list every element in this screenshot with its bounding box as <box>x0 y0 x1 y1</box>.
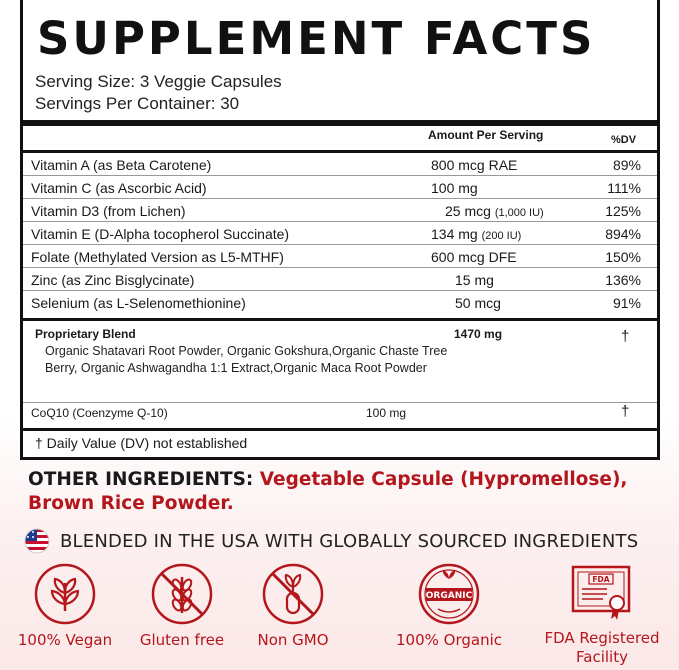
badge-label-line1: FDA Registered <box>544 629 660 647</box>
nutrient-name: Vitamin E (D-Alpha tocopherol Succinate) <box>31 226 290 242</box>
nutrient-name: Vitamin C (as Ascorbic Acid) <box>31 180 207 196</box>
coq10-amount: 100 mg <box>366 406 407 420</box>
vegan-leaf-icon <box>34 563 96 625</box>
nutrient-row <box>23 176 657 199</box>
nutrient-amount-value: 134 mg <box>431 226 478 242</box>
nutrient-amount: 50 mcg <box>455 295 501 311</box>
blend-amount: 1470 mg <box>454 327 503 341</box>
fda-seal-text: FDA <box>592 575 610 584</box>
coq10-dv: † <box>621 403 630 420</box>
other-ingredients-line2: Brown Rice Powder. <box>28 493 234 514</box>
nutrient-dv: 894% <box>605 226 641 242</box>
nutrient-dv: 136% <box>605 272 641 288</box>
header-amount: Amount Per Serving <box>428 128 544 142</box>
nutrient-name: Zinc (as Zinc Bisglycinate) <box>31 272 195 288</box>
badge-vegan <box>0 563 130 650</box>
origin-text: BLENDED IN THE USA WITH GLOBALLY SOURCED INGREDIENTS <box>60 530 639 552</box>
fda-certificate-icon <box>567 563 637 625</box>
nutrient-amount-iu: (200 IU) <box>481 230 522 242</box>
badge-label: 100% Organic <box>396 631 502 649</box>
page-title: SUPPLEMENT FACTS <box>37 12 596 65</box>
nutrient-dv: 125% <box>605 203 641 219</box>
nutrient-dv: 111% <box>607 180 641 196</box>
coq10-name: CoQ10 (Coenzyme Q-10) <box>31 406 168 420</box>
blend-dv: † <box>621 328 630 345</box>
footnote: † Daily Value (DV) not established <box>35 435 248 451</box>
badge-label: Non GMO <box>257 631 329 649</box>
divider-footnote <box>23 428 657 431</box>
nutrient-name: Selenium (as L-Selenomethionine) <box>31 295 246 311</box>
badge-label: Gluten free <box>139 631 225 649</box>
nutrient-row <box>23 268 657 291</box>
nutrient-amount-value: 25 mcg <box>445 203 491 219</box>
us-flag-icon <box>24 528 50 554</box>
divider-thick <box>23 120 657 126</box>
other-ingredients-line1: Vegetable Capsule (Hypromellose), <box>259 469 628 490</box>
nutrient-row <box>23 245 657 268</box>
header-dv: %DV <box>611 134 637 146</box>
nutrient-amount: 100 mg <box>431 180 478 196</box>
nutrient-row <box>23 291 657 314</box>
nutrient-amount <box>445 203 544 219</box>
other-ingredients-label: OTHER INGREDIENTS: <box>28 469 254 490</box>
nutrient-name: Vitamin A (as Beta Carotene) <box>31 157 212 173</box>
badge-organic <box>384 563 514 650</box>
blend-title: Proprietary Blend <box>35 327 136 341</box>
non-gmo-icon <box>262 563 324 625</box>
origin-statement <box>24 528 638 554</box>
divider-blend <box>23 318 657 321</box>
nutrient-dv: 150% <box>605 249 641 265</box>
nutrient-amount: 15 mg <box>455 272 494 288</box>
nutrient-dv: 91% <box>612 295 641 311</box>
nutrient-row <box>23 222 657 245</box>
nutrient-amount: 800 mcg RAE <box>431 157 518 173</box>
badge-label <box>537 629 667 667</box>
badge-label: 100% Vegan <box>17 631 113 649</box>
serving-size: Serving Size: 3 Veggie Capsules <box>35 72 282 91</box>
organic-seal-icon <box>416 563 482 625</box>
nutrient-name: Vitamin D3 (from Lichen) <box>31 203 186 219</box>
nutrient-amount <box>431 226 521 242</box>
nutrient-amount: 600 mcg DFE <box>431 249 517 265</box>
gluten-free-icon <box>151 563 213 625</box>
nutrient-amount-iu: (1,000 IU) <box>494 207 544 219</box>
supplement-facts-panel <box>20 0 660 460</box>
organic-seal-text: ORGANIC <box>425 591 473 601</box>
nutrient-row <box>23 199 657 222</box>
blend-ingredients: Organic Shatavari Root Powder, Organic Gokshura,Organic Chaste Tree Berry, Organic Ashwagandha 1:1 Extract,Organic Maca Root Powder <box>45 344 448 375</box>
nutrient-row <box>23 153 657 176</box>
divider-coq <box>23 402 657 403</box>
servings-per-container: Servings Per Container: 30 <box>35 94 240 113</box>
nutrient-dv: 89% <box>612 157 641 173</box>
badge-label-line2: Facility <box>576 648 628 666</box>
badge-non-gmo <box>228 563 358 650</box>
badge-fda <box>537 563 667 667</box>
nutrient-name: Folate (Methylated Version as L5-MTHF) <box>31 249 284 265</box>
other-ingredients <box>28 468 668 516</box>
